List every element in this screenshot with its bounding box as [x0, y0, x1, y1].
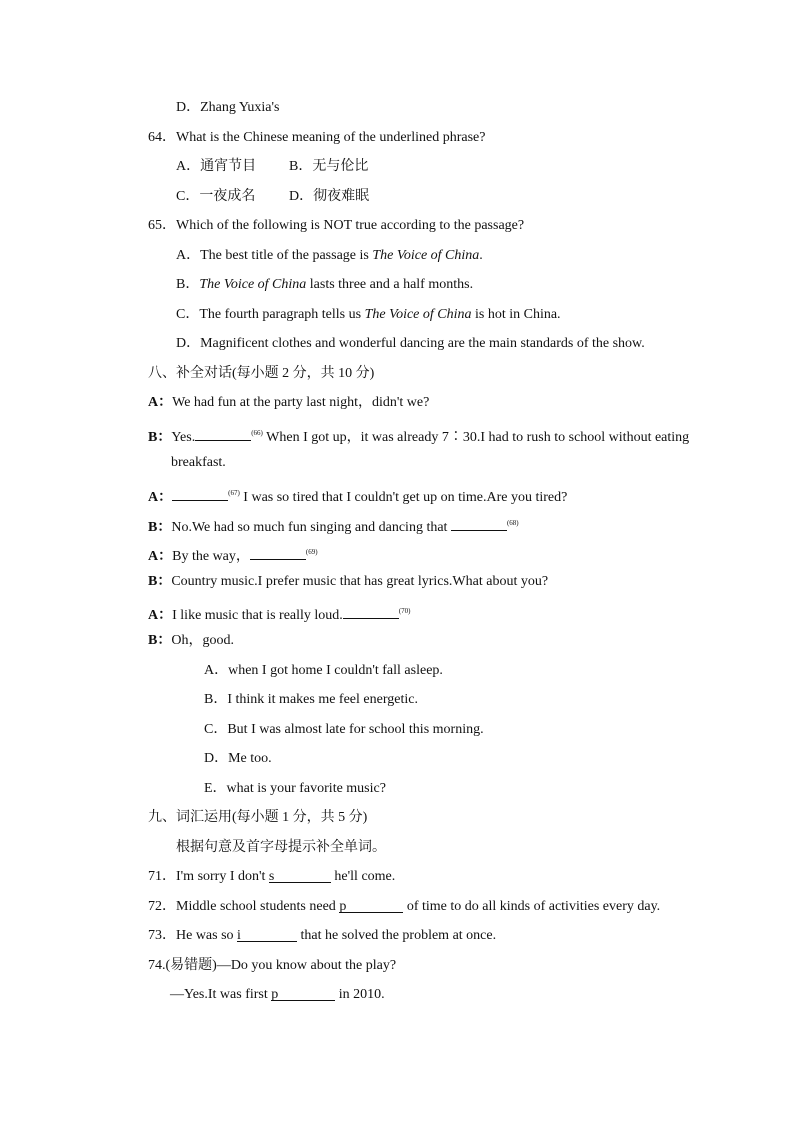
dialogue-line-3 — [148, 484, 567, 507]
q65-option-c — [176, 306, 561, 324]
q63-option-d: D．Zhang Yuxia's — [176, 100, 280, 115]
answer-blank-71[interactable] — [269, 868, 331, 883]
q65-option-c-title: The Voice of China — [364, 307, 472, 322]
question-text: he'll come. — [330, 869, 396, 884]
answer-blank-69[interactable] — [250, 545, 306, 560]
dialogue-text: Country music.I prefer music that has great lyrics.What about you? — [171, 574, 549, 589]
question-74-answer — [170, 986, 385, 1004]
question-text: that he solved the problem at once. — [297, 928, 497, 943]
dialogue-option-c: C．But I was almost late for school this morning. — [204, 722, 484, 737]
q64-option-b: B．无与伦比 — [289, 159, 369, 174]
speaker-a: A： — [148, 395, 173, 410]
q64-option-a: A．通宵节目 — [176, 159, 257, 174]
q65-option-a-text: A．The best title of the passage is — [176, 248, 373, 263]
blank-number: (69) — [305, 548, 318, 556]
dialogue-option-d: D．Me too. — [204, 751, 272, 766]
q65-stem: 65．Which of the following is NOT true according to the passage? — [148, 218, 525, 233]
question-72 — [148, 898, 660, 916]
blank-number: (67) — [228, 489, 240, 497]
section9-instruction: 根据句意及首字母提示补全单词。 — [176, 840, 386, 855]
dialogue-line-5 — [148, 543, 318, 566]
dialogue-text: By the way， — [172, 549, 250, 564]
q64-option-d: D．彻夜难眠 — [289, 189, 370, 204]
speaker-a: A： — [148, 608, 173, 623]
answer-blank-73[interactable] — [237, 927, 297, 942]
blank-number: (68) — [506, 519, 519, 527]
blank-number: (66) — [251, 429, 263, 437]
question-text: 72．Middle school students need — [148, 899, 340, 914]
question-text: in 2010. — [335, 987, 385, 1002]
dialogue-line-6 — [148, 573, 548, 591]
dialogue-line-2-cont: breakfast. — [171, 455, 226, 470]
dialogue-text: Yes. — [171, 430, 196, 445]
question-text: —Yes.It was first — [170, 987, 272, 1002]
speaker-a: A： — [148, 490, 173, 505]
dialogue-text: I like music that is really loud. — [172, 608, 343, 623]
dialogue-text: I was so tired that I couldn't get up on time.Are you tired? — [239, 490, 568, 505]
dialogue-line-8 — [148, 632, 234, 650]
q65-option-b — [176, 276, 473, 294]
question-74: 74.(易错题)—Do you know about the play? — [148, 958, 397, 973]
dialogue-line-4 — [148, 514, 519, 537]
speaker-b: B： — [148, 520, 172, 535]
dialogue-line-2 — [148, 424, 689, 447]
q65-option-b-title: The Voice of China — [199, 277, 307, 292]
dialogue-text: When I got up，it was already 7∶30.I had to rush to school without eating — [262, 430, 690, 445]
dialogue-line-7 — [148, 602, 410, 625]
hint-letter: p — [271, 987, 279, 1002]
q65-option-b-text: lasts three and a half months. — [306, 277, 474, 292]
q64-options-row2 — [176, 188, 369, 206]
dialogue-option-b: B．I think it makes me feel energetic. — [204, 692, 418, 707]
q65-option-a-end: . — [479, 248, 483, 263]
question-73 — [148, 927, 496, 945]
hint-letter: s — [268, 869, 275, 884]
answer-blank-72[interactable] — [339, 898, 403, 913]
answer-blank-74[interactable] — [271, 986, 335, 1001]
section8-heading: 八、补全对话(每小题 2 分，共 10 分) — [148, 366, 375, 381]
dialogue-line-1 — [148, 394, 429, 412]
section9-heading: 九、词汇运用(每小题 1 分，共 5 分) — [148, 810, 368, 825]
speaker-a: A： — [148, 549, 173, 564]
hint-letter: p — [339, 899, 347, 914]
q65-option-b-letter: B． — [176, 277, 200, 292]
dialogue-text: No.We had so much fun singing and dancing that — [171, 520, 451, 535]
dialogue-option-a: A．when I got home I couldn't fall asleep. — [204, 663, 443, 678]
q64-stem: 64．What is the Chinese meaning of the underlined phrase? — [148, 130, 486, 145]
hint-letter: i — [237, 928, 241, 943]
dialogue-option-e: E．what is your favorite music? — [204, 781, 386, 796]
dialogue-text: We had fun at the party last night，didn't we? — [172, 395, 430, 410]
q65-option-a-title: The Voice of China — [372, 248, 480, 263]
q64-option-c: C．一夜成名 — [176, 189, 256, 204]
dialogue-text: Oh，good. — [171, 633, 234, 648]
speaker-b: B： — [148, 633, 172, 648]
q65-option-c-text: C．The fourth paragraph tells us — [176, 307, 365, 322]
answer-blank-66[interactable] — [195, 426, 251, 441]
blank-number: (70) — [398, 607, 411, 615]
question-text: 73．He was so — [148, 928, 238, 943]
q65-option-c-end: is hot in China. — [471, 307, 561, 322]
answer-blank-67[interactable] — [172, 486, 228, 501]
speaker-b: B： — [148, 574, 172, 589]
speaker-b: B： — [148, 430, 172, 445]
question-71 — [148, 868, 395, 886]
answer-blank-68[interactable] — [451, 516, 507, 531]
answer-blank-70[interactable] — [343, 604, 399, 619]
question-text: of time to do all kinds of activities every day. — [403, 899, 661, 914]
q64-options-row1 — [176, 158, 368, 176]
q65-option-a — [176, 247, 483, 265]
q65-option-d: D．Magnificent clothes and wonderful dancing are the main standards of the show. — [176, 336, 645, 351]
question-text: 71．I'm sorry I don't — [148, 869, 269, 884]
